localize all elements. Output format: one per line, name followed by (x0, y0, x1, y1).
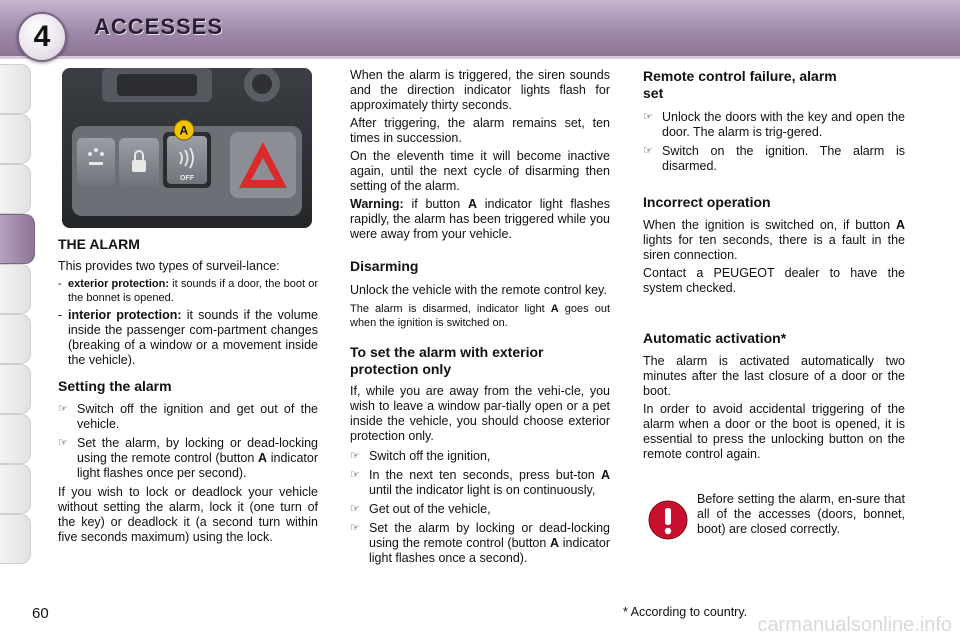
button-letter: A (895, 218, 905, 232)
pointing-hand-icon: ☞ (350, 522, 360, 534)
button-letter: A (550, 536, 560, 550)
bullet-text: In the next ten seconds, press but-ton (369, 468, 601, 482)
paragraph-text: When the ignition is switched on, if button (643, 218, 896, 232)
bullet-item (643, 110, 905, 140)
warning-label: Warning: (350, 197, 404, 211)
side-tab[interactable] (0, 314, 31, 364)
dashboard-illustration (62, 68, 312, 228)
heading-setting-alarm: Setting the alarm (58, 378, 172, 394)
bullet-item (350, 449, 610, 464)
warning-box (630, 486, 908, 576)
header-divider (0, 56, 960, 59)
label-a: A (179, 123, 189, 138)
side-tab[interactable] (0, 164, 31, 214)
heading-automatic-activation: Automatic activation* (643, 330, 787, 346)
button-letter: A (467, 197, 477, 211)
bullet-text: indicator light flashes once per second). (77, 451, 318, 480)
side-tab[interactable] (0, 514, 31, 564)
bullet-text: Switch on the ignition. The alarm is disarmed. (662, 144, 905, 173)
side-tab[interactable] (0, 364, 31, 414)
warning-box-text: Before setting the alarm, en-sure that all of the accesses (doors, bonnet, boot) are closed correctly. (697, 492, 905, 536)
paragraph: Contact a PEUGEOT dealer to have the system checked. (643, 266, 905, 295)
pointing-hand-icon: ☞ (350, 469, 360, 481)
list-item-label: interior protection: (68, 308, 182, 322)
heading-exterior-only: To set the alarm with exterior protection only (350, 344, 544, 377)
heading-the-alarm: THE ALARM (58, 236, 140, 252)
column-left (58, 236, 318, 551)
side-tab[interactable] (0, 64, 31, 114)
bullet-item (643, 144, 905, 174)
note-text: goes out when the ignition is switched on. (350, 303, 611, 329)
bullet-item (350, 521, 610, 566)
side-tab[interactable] (0, 464, 31, 514)
exclamation-icon (648, 500, 688, 540)
pointing-hand-icon: ☞ (643, 111, 653, 123)
pointing-hand-icon: ☞ (58, 437, 68, 449)
bullet-item (58, 402, 318, 432)
alarm-intro: This provides two types of surveil-lance: (58, 259, 280, 273)
side-tab[interactable] (0, 264, 31, 314)
pointing-hand-icon: ☞ (350, 503, 360, 515)
paragraph: When the alarm is triggered, the siren sounds and the direction indicator lights flash for approximately thirty seconds. (350, 68, 610, 112)
button-letter: A (600, 468, 610, 482)
side-tab[interactable] (0, 414, 31, 464)
bullet-item (350, 468, 610, 498)
bullet-text: Set the alarm by locking or dead-locking using the remote control (button (369, 521, 610, 550)
side-tab-active[interactable] (0, 214, 35, 264)
bullet-text: Switch off the ignition and get out of the vehicle. (77, 402, 318, 431)
side-tab[interactable] (0, 114, 31, 164)
paragraph (643, 218, 905, 263)
pointing-hand-icon: ☞ (350, 450, 360, 462)
paragraph: On the eleventh time it will become inactive again, until the next cycle of disarming then setting of the alarm. (350, 149, 610, 193)
bullet-text: Set the alarm, by locking or dead-locking using the remote control (button (77, 436, 318, 465)
setting-footer: If you wish to lock or deadlock your vehicle without setting the alarm, lock it (one turn of the key) or deadlock it (a second turn within five seconds maximum) using the lock. (58, 485, 318, 544)
bullet-text: Switch off the ignition, (369, 449, 491, 463)
warning-text: if button (403, 197, 468, 211)
warning-text: indicator light flashes rapidly, the alarm has been triggered while you were away from your vehicle. (350, 197, 610, 241)
heading-disarming: Disarming (350, 258, 419, 274)
bullet-text: indicator light flashes once a second). (369, 536, 610, 565)
warning-paragraph (350, 197, 610, 242)
paragraph: Unlock the vehicle with the remote control key. (350, 283, 607, 297)
off-label: OFF (180, 175, 194, 182)
footnote: * According to country. (623, 605, 748, 619)
column-middle (350, 68, 610, 570)
paragraph: After triggering, the alarm remains set, ten times in succession. (350, 116, 610, 145)
heading-incorrect-operation: Incorrect operation (643, 194, 771, 210)
list-item (58, 308, 318, 368)
chapter-side-tabs (0, 64, 34, 584)
page-number: 60 (32, 605, 49, 622)
dash-marker: - (58, 308, 63, 322)
section-title: ACCESSES (94, 14, 224, 39)
dash-marker: - (58, 278, 62, 290)
heading-remote-failure: Remote control failure, alarm set (643, 68, 837, 101)
bullet-text: Unlock the doors with the key and open the door. The alarm is trig-gered. (662, 110, 905, 139)
pointing-hand-icon: ☞ (58, 403, 68, 415)
bullet-item (350, 502, 610, 517)
list-item-text: it sounds if the volume inside the passenger com-partment changes (breaking of a window or a movement inside the vehicle). (68, 308, 318, 367)
list-item-text: it sounds if a door, the boot or the bonnet is opened. (68, 278, 318, 304)
button-letter: A (258, 451, 268, 465)
bullet-text: until the indicator light is on continuously, (369, 483, 596, 497)
button-letter: A (550, 303, 559, 315)
lock-icon (132, 160, 146, 172)
alarm-button-photo (62, 68, 312, 228)
disarm-note (350, 302, 610, 330)
note-text: The alarm is disarmed, indicator light (350, 303, 551, 315)
chapter-number-badge: 4 (17, 12, 67, 62)
paragraph-text: lights for ten seconds, there is a fault in the siren connection. (643, 233, 905, 262)
pointing-hand-icon: ☞ (643, 145, 653, 157)
bullet-text: Get out of the vehicle, (369, 502, 491, 516)
bullet-item (58, 436, 318, 481)
watermark: carmanualsonline.info (757, 614, 952, 636)
paragraph: If, while you are away from the vehi-cle, you wish to leave a window par-tially open or a pet inside the vehicle, you should choose exterior protection only. (350, 384, 610, 443)
paragraph: In order to avoid accidental triggering of the alarm when a door or the boot is opened, it is essential to press the unlocking button on the remote control again. (643, 402, 905, 461)
paragraph: The alarm is activated automatically two minutes after the last closure of a door or the boot. (643, 354, 905, 398)
list-item (58, 277, 318, 305)
list-item-label: exterior protection: (68, 278, 169, 290)
column-right (643, 68, 905, 468)
